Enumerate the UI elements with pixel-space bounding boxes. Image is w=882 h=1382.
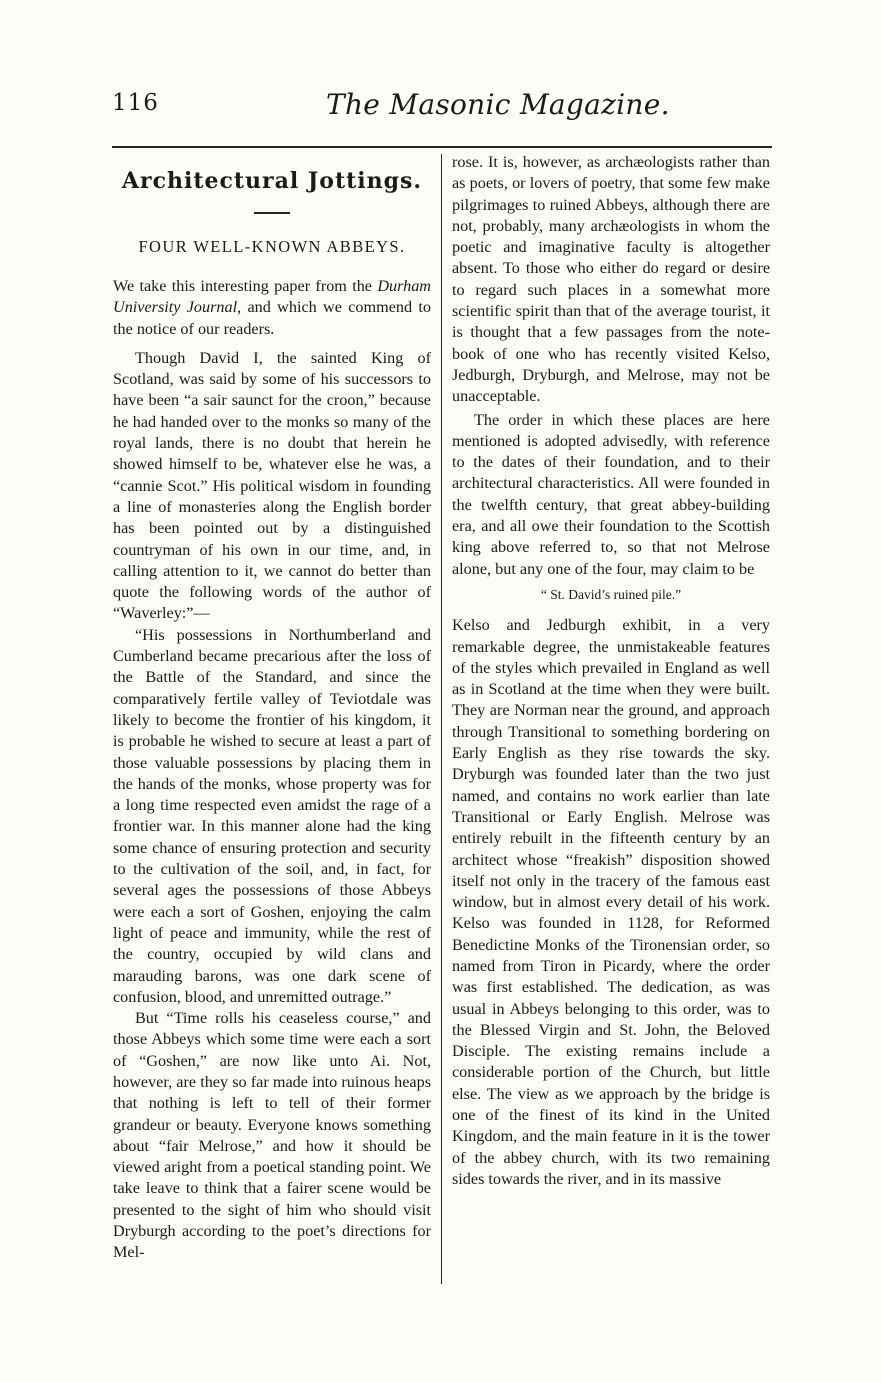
body-paragraph: But “Time rolls his ceaseless course,” and those Abbeys which some time were each a sort of “Goshen,” are now like unto Ai. Not, however, are they so far made into ruinous heaps that nothing is left to tell of their former grandeur or beauty. Everyone knows something about “fair Melrose,” and how it should be viewed aright from a poetical standing point. We take leave to think that a fairer scene would be presented to the sight of him who should visit Dryburgh according to the poet’s directions for Mel-	[113, 1009, 431, 1262]
intro-prefix: We take this interesting paper from the	[113, 277, 378, 295]
body-paragraph: Kelso and Jedburgh exhibit, in a very remarkable degree, the unmistakeable features of the styles which prevailed in England as well as in Scotland at the time when they were built. They are Norman near the ground, and approach through Transitional to something bordering on Early English as they rise towards the sky. Dryburgh was founded later than the two just named, and contains no work earlier than late Transitional or Early English. Melrose was entirely rebuilt in the fifteenth century by an architect whose “freakish” disposition showed itself not only in the tracery of the famous east window, but in almost every detail of his work. Kelso was founded in 1128, for Reformed Benedictine Monks of the Tironensian order, so named from Tiron in Picardy, where the order was first established. The dedication, as was usual in Abbeys belonging to this order, was to the Blessed Virgin and St. John, the Beloved Disciple. The existing remains include a considerable portion of the Church, but little else. The view as we approach by the bridge is one of the finest of its kind in the United Kingdom, and the main feature in it is the tower of the abbey church, with its two remaining sides towards the river, and in its massive	[452, 616, 770, 1188]
intro-paragraph	[113, 276, 431, 340]
body-paragraph: Though David I, the sainted King of Scotland, was said by some of his successors to have been “a sair saunct for the croon,” because he had handed over to the monks so many of the royal lands, there is no doubt that herein he showed himself to be, whatever else he was, a “cannie Scot.” His political wisdom in founding a line of monasteries along the English border has been pointed out by a distinguished countryman of his own in our time, and, in calling attention to it, we cannot do better than quote the following words of the author of “Waverley:”—	[113, 348, 431, 623]
page-number: 116	[112, 90, 159, 116]
right-column	[452, 152, 770, 1190]
column-divider	[441, 154, 442, 1284]
intro-journal: Durham University Journal,	[113, 277, 431, 317]
header-rule	[112, 146, 772, 148]
left-column	[113, 152, 431, 1264]
quote-line: “ St. David’s ruined pile.”	[540, 586, 682, 602]
magazine-title: The Masonic Magazine.	[326, 88, 670, 121]
quoted-paragraph: “His possessions in Northumberland and Cumberland became precarious after the loss of the Battle of the Standard, and since the comparatively fertile valley of Teviotdale was likely to become the frontier of his kingdom, it is probable he wished to secure at least a part of those valuable possessions by placing them in the hands of the monks, whose property was for a long time respected even amidst the rage of a frontier war. In this manner alone had the king some chance of ensuring protection and security to the cultivation of the soil, and, in fact, for several ages the possessions of those Abbeys were each a sort of Goshen, enjoying the calm light of peace and immunity, while the rest of the country, occupied by wild clans and marauding barons, was one dark scene of confusion, blood, and unremitted outrage.”	[113, 625, 431, 1006]
body-paragraph: The order in which these places are here mentioned is adopted advisedly, with reference to the dates of their foundation, and to their architectural characteristics. All were founded in the twelfth century, that great abbey-building era, and all owe their foundation to the Scottish king above referred to, so that not Melrose alone, but any one of the four, may claim to be	[452, 410, 770, 578]
article-title: FOUR WELL-KNOWN ABBEYS.	[138, 237, 406, 256]
intro-suffix: and which we commend to the notice of our readers.	[113, 298, 431, 338]
heading-rule	[254, 212, 290, 214]
body-paragraph: rose. It is, however, as archæologists rather than as poets, or lovers of poetry, that some few make pilgrimages to ruined Abbeys, although there are not, probably, many archæologists in whom the poetic and imaginative faculty is altogether absent. To those who either do regard or desire to regard such places in a somewhat more scientific spirit than that of the average tourist, it is thought that a few passages from the note-book of one who has recently visited Kelso, Jedburgh, Dryburgh, and Melrose, may not be unacceptable.	[452, 153, 770, 406]
page-header	[112, 86, 772, 128]
section-heading: Architectural Jottings.	[121, 168, 423, 194]
